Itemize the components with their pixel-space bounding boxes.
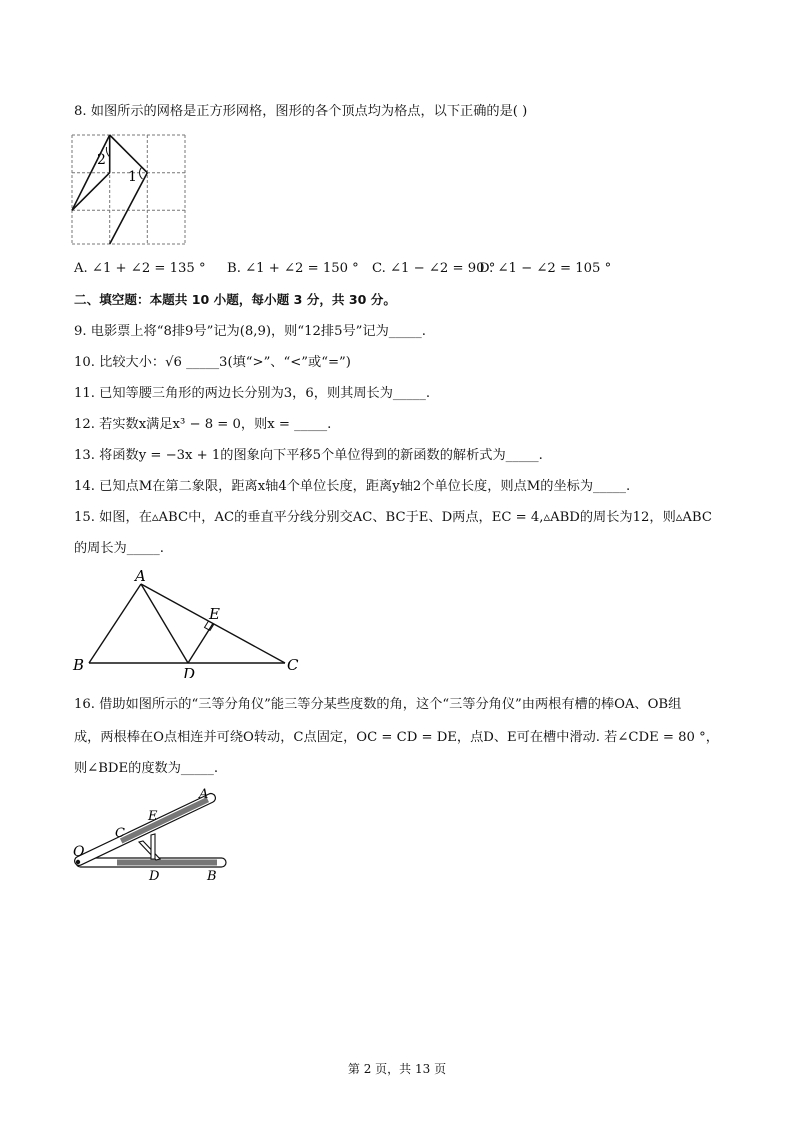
q11-text: 11. 已知等腰三角形的两边长分别为3，6，则其周长为_____. xyxy=(74,386,431,401)
angle-2-label: 2 xyxy=(97,152,106,168)
pivot-O xyxy=(76,860,80,864)
label-E16: E xyxy=(148,809,158,824)
q12-text: 12. 若实数x满足x³ − 8 = 0，则x = _____. xyxy=(74,417,332,432)
q16-line1: 16. 借助如图所示的“三等分角仪”能三等分某些度数的角，这个“三等分角仪”由两根有槽的棒OA、OB组 xyxy=(74,697,682,712)
rod-OB-slot xyxy=(117,860,217,866)
q16-line2: 成，两根棒在O点相连并可绕O转动，C点固定，OC = CD = DE，点D、E可在槽中滑动. 若∠CDE = 80 °， xyxy=(74,730,719,745)
q14-text: 14. 已知点M在第二象限，距离x轴4个单位长度，距离y轴2个单位长度，则点M的坐标为_____. xyxy=(74,479,631,494)
q15-line2: 的周长为_____. xyxy=(74,541,164,556)
q9-text: 9. 电影票上将“8排9号”记为(8,9)，则“12排5号”记为_____. xyxy=(74,324,426,339)
q8-option-b: B. ∠1 + ∠2 = 150 ° xyxy=(227,261,359,276)
q10-text: 10. 比较大小：√6 _____3(填“>”、“<”或“=”) xyxy=(74,355,351,370)
label-E: E xyxy=(209,605,220,623)
q8-stem: 8. 如图所示的网格是正方形网格，图形的各个顶点均为格点，以下正确的是( ) xyxy=(74,104,528,119)
q13-text: 13. 将函数y = −3x + 1的图象向下平移5个单位得到的新函数的解析式为_____. xyxy=(74,448,543,463)
label-C: C xyxy=(287,656,299,674)
q8-option-d: D. ∠1 − ∠2 = 105 ° xyxy=(479,261,612,276)
label-A: A xyxy=(135,567,146,585)
rod-OA-slot xyxy=(120,797,209,843)
label-D: D xyxy=(183,665,196,678)
label-B16: B xyxy=(207,869,217,884)
label-B: B xyxy=(73,656,85,674)
label-C16: C xyxy=(115,826,125,841)
q8-option-a: A. ∠1 + ∠2 = 135 ° xyxy=(74,261,206,276)
q8-option-c: C. ∠1 − ∠2 = 90 ° xyxy=(372,261,496,276)
section-heading: 二、填空题：本题共 10 小题，每小题 3 分，共 30 分。 xyxy=(74,292,396,307)
q15-triangle-figure xyxy=(70,563,310,678)
q16-line3: 则∠BDE的度数为_____. xyxy=(74,761,219,776)
q8-grid-figure xyxy=(70,133,190,249)
angle-1-label: 1 xyxy=(128,169,137,185)
page-footer: 第 2 页，共 13 页 xyxy=(347,1062,447,1076)
q16-trisector-figure xyxy=(70,784,240,884)
label-O: O xyxy=(73,844,85,860)
label-D16: D xyxy=(149,869,160,884)
q15-line1: 15. 如图，在▵ABC中，AC的垂直平分线分别交AC、BC于E、D两点，EC = 4,▵ABD的周长为12，则▵ABC xyxy=(74,510,712,525)
label-A16: A xyxy=(199,787,209,802)
